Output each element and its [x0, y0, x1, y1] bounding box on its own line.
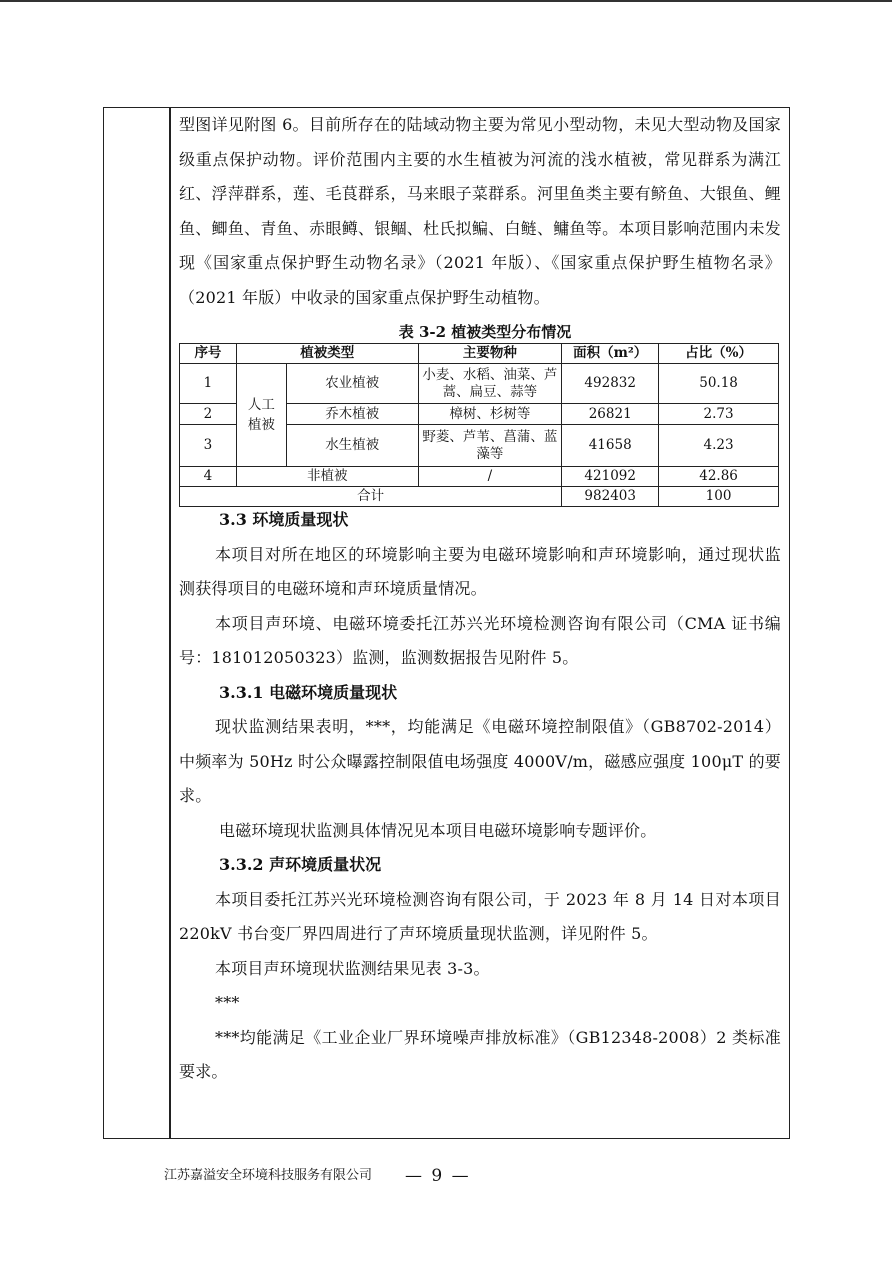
cell-no: 1 [180, 364, 237, 404]
section-3-3-2-paragraph-2: 本项目声环境现状监测结果见表 3-3。 [215, 958, 490, 978]
cell-total-label: 合计 [180, 487, 562, 507]
frame-divider [169, 107, 171, 1139]
section-3-3-paragraph-2: 本项目声环境、电磁环境委托江苏兴光环境检测咨询有限公司（CMA 证书编号：181012050323）监测，监测数据报告见附件 5。 [179, 613, 781, 667]
cell-no: 3 [180, 425, 237, 467]
header-ratio: 占比（%） [659, 344, 779, 364]
cell-area: 421092 [562, 467, 659, 487]
section-3-3-2-title: 3.3.2 声环境质量状况 [219, 855, 382, 874]
section-3-3-1-paragraph-2: 电磁环境现状监测具体情况见本项目电磁环境影响专题评价。 [219, 820, 657, 840]
header-type: 植被类型 [236, 344, 418, 364]
cell-type: 水生植被 [286, 425, 418, 467]
header-area: 面积（m²） [562, 344, 659, 364]
cell-type: 非植被 [236, 467, 418, 487]
cell-group-label [236, 364, 286, 467]
cell-no: 4 [180, 467, 237, 487]
vegetation-table [179, 343, 779, 507]
footer-company: 江苏嘉溢安全环境科技服务有限公司 [164, 1168, 373, 1183]
cell-ratio: 2.73 [659, 404, 779, 425]
cell-ratio: 4.23 [659, 425, 779, 467]
footer-page-number: — 9 — [405, 1166, 471, 1186]
table-row [180, 467, 779, 487]
table-caption: 表 3-2 植被类型分布情况 [398, 323, 572, 341]
header-no: 序号 [180, 344, 237, 364]
top-rule [0, 0, 892, 2]
header-species: 主要物种 [418, 344, 562, 364]
intro-paragraph: 型图详见附图 6。目前所存在的陆域动物主要为常见小型动物，未见大型动物及国家级重点保护动物。评价范围内主要的水生植被为河流的浅水植被，常见群系为满江红、浮萍群系，莲、毛茛群系，马来眼子菜群系。河里鱼类主要有鲚鱼、大银鱼、鲤鱼、鲫鱼、青鱼、赤眼鳟、银鲴、杜氏拟鳊、白鲢、鳙鱼等。本项目影响范围内未发现《国家重点保护野生动物名录》（2021 年版）、《国家重点保护野生植物名录》（2021 年版）中收录的国家重点保护野生动植物。 [179, 115, 781, 307]
cell-species: 野菱、芦苇、菖蒲、蓝藻等 [418, 425, 562, 467]
cell-total-area: 982403 [562, 487, 659, 507]
section-3-3-1-paragraph-1: 现状监测结果表明，***，均能满足《电磁环境控制限值》（GB8702-2014）中频率为 50Hz 时公众曝露控制限值电场强度 4000V/m，磁感应强度 100μT 的要求。 [179, 717, 781, 805]
cell-species: 樟树、杉树等 [418, 404, 562, 425]
cell-type: 乔木植被 [286, 404, 418, 425]
section-3-3-title: 3.3 环境质量现状 [219, 510, 349, 529]
cell-species: / [418, 467, 562, 487]
cell-area: 492832 [562, 364, 659, 404]
cell-ratio: 50.18 [659, 364, 779, 404]
cell-area: 41658 [562, 425, 659, 467]
cell-no: 2 [180, 404, 237, 425]
section-3-3-2-paragraph-4: ***均能满足《工业企业厂界环境噪声排放标准》（GB12348-2008）2 类标准要求。 [179, 1027, 781, 1081]
section-3-3-2-paragraph-1: 本项目委托江苏兴光环境检测咨询有限公司，于 2023 年 8 月 14 日对本项目 220kV 书台变厂界四周进行了声环境质量现状监测，详见附件 5。 [179, 889, 781, 943]
cell-area: 26821 [562, 404, 659, 425]
table-header-row [180, 344, 779, 364]
section-3-3-paragraph-1: 本项目对所在地区的环境影响主要为电磁环境影响和声环境影响，通过现状监测获得项目的电磁环境和声环境质量情况。 [179, 544, 781, 598]
group-label: 人工植被 [247, 397, 275, 433]
section-3-3-1-title: 3.3.1 电磁环境质量现状 [219, 682, 398, 702]
cell-species: 小麦、水稻、油菜、芦蒿、扁豆、蒜等 [418, 364, 562, 404]
main-content [179, 108, 781, 1090]
cell-total-ratio: 100 [659, 487, 779, 507]
cell-ratio: 42.86 [659, 467, 779, 487]
section-3-3-2-paragraph-3: *** [215, 993, 240, 1012]
cell-type: 农业植被 [286, 364, 418, 404]
table-row [180, 364, 779, 404]
